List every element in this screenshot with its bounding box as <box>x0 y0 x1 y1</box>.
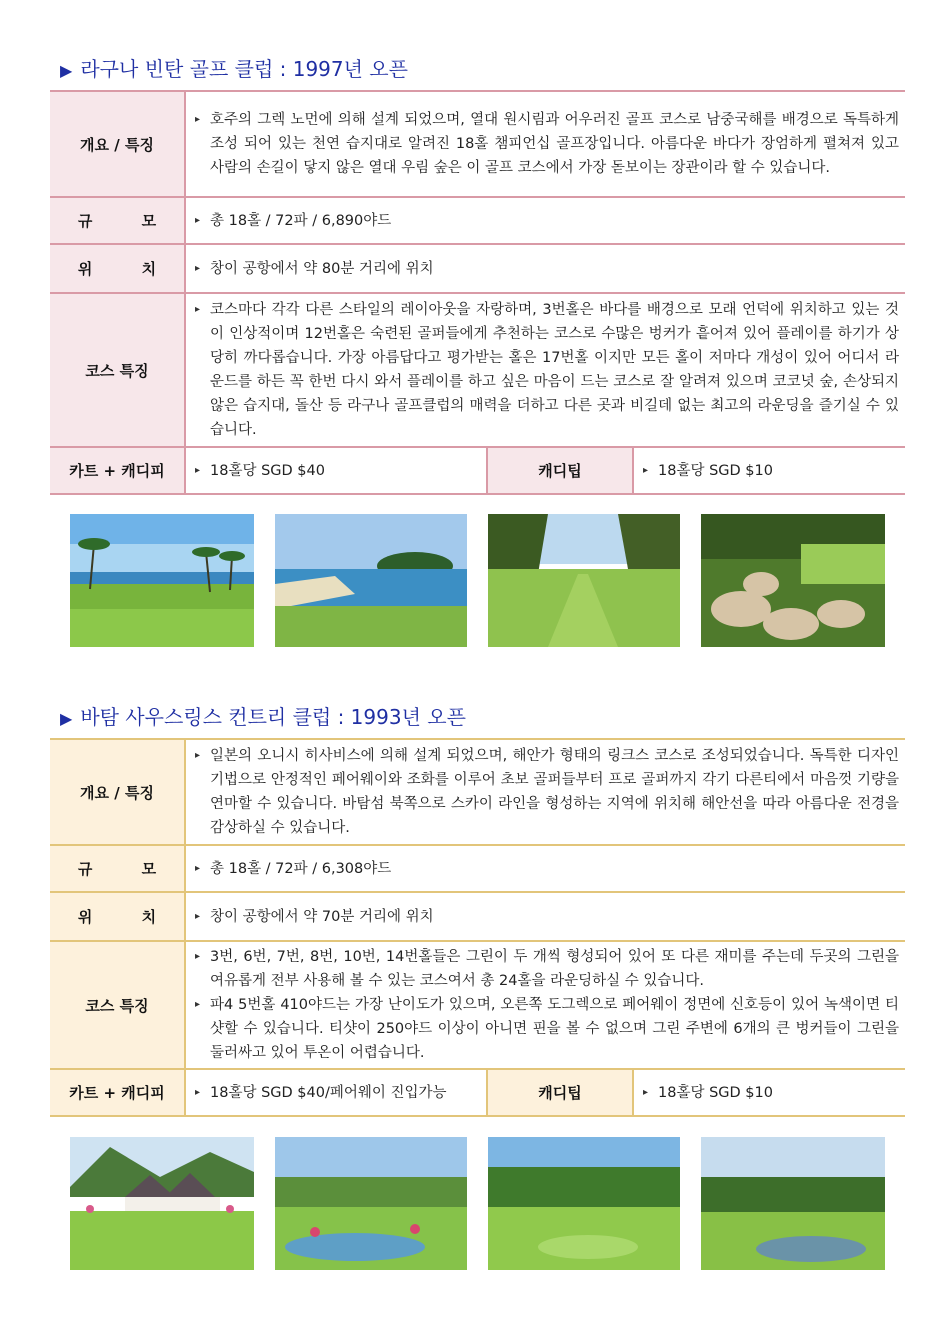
photo-green-trees <box>488 1137 680 1270</box>
photo-fairway <box>488 514 680 647</box>
photo-island-sea <box>275 514 467 647</box>
triangle-bullet-icon: ▶ <box>60 61 73 80</box>
overview-value: ▸ 호주의 그렉 노먼에 의해 설계 되었으며, 열대 원시림과 어우러진 골프 코스로 남중국해를 배경으로 독특하게 조성 되어 있는 천연 습지대로 알려진 18홀 챔피언십 골프장입니다. 아름다운 바다가 장엄하게 펼쳐져 있고 사람의 손길이 닿지 않은 열대 우림 숲은 이 골프 코스에서 가장 돋보이는 장관이라 할 수 있습니다. <box>185 91 905 197</box>
location-label: 위 치 <box>50 892 185 941</box>
scale-value: ▸ 총 18홀 / 72파 / 6,308야드 <box>185 845 905 892</box>
photo-pond-course <box>701 1137 885 1270</box>
tip-value: ▸ 18홀당 SGD $10 <box>633 1069 905 1116</box>
overview-label: 개요 / 특징 <box>50 91 185 197</box>
section-title: ▶ 바탐 사우스링스 컨트리 클럽 : 1993년 오픈 <box>60 702 466 732</box>
tip-label: 캐디팁 <box>487 447 633 494</box>
course-label: 코스 특징 <box>50 293 185 447</box>
tip-value: ▸ 18홀당 SGD $10 <box>633 447 905 494</box>
tip-label: 캐디팁 <box>487 1069 633 1116</box>
cart-label: 카트 + 캐디피 <box>50 447 185 494</box>
club-info-table <box>50 90 905 495</box>
club-info-table <box>50 738 905 1117</box>
scale-label: 규 모 <box>50 197 185 244</box>
triangle-bullet-icon: ▶ <box>60 709 73 728</box>
overview-label: 개요 / 특징 <box>50 739 185 845</box>
course-value: ▸ 3번, 6번, 7번, 8번, 10번, 14번홀들은 그린이 두 개씩 형성되어 있어 또 다른 재미를 주는데 두곳의 그린을 여유롭게 전부 사용해 볼 수 있는 코스여서 총 24홀을 라운딩하실 수 있습니다. ▸ 파4 5번홀 410야드는 가장 난이도가 있으며, 오른쪽 도그렉으로 페어웨이 정면에 신호등이 있어 녹색이면 티샷할 수 있습니다. 티샷이 250야드 이상이 아니면 핀을 볼 수 없으며 그린 주변에 6개의 큰 벙커들이 그린을 둘러싸고 있어 투온이 어렵습니다. <box>185 941 905 1069</box>
photo-palm-beach <box>70 514 254 647</box>
location-value: ▸ 창이 공항에서 약 80분 거리에 위치 <box>185 244 905 293</box>
overview-value: ▸ 일본의 오니시 히사비스에 의해 설계 되었으며, 해안가 형태의 링크스 코스로 조성되었습니다. 독특한 디자인 기법으로 안정적인 페어웨이와 조화를 이루어 초보 골퍼들부터 프로 골퍼까지 각기 다른티에서 마음껏 기량을 연마할 수 있습니다. 바탐섬 북쪽으로 스카이 라인을 형성하는 지역에 위치해 해안선을 따라 아름다운 전경을 감상하실 수 있습니다. <box>185 739 905 845</box>
course-label: 코스 특징 <box>50 941 185 1069</box>
scale-label: 규 모 <box>50 845 185 892</box>
cart-value: ▸ 18홀당 SGD $40/페어웨이 진입가능 <box>185 1069 487 1116</box>
photo-rocks <box>701 514 885 647</box>
location-value: ▸ 창이 공항에서 약 70분 거리에 위치 <box>185 892 905 941</box>
cart-value: ▸ 18홀당 SGD $40 <box>185 447 487 494</box>
photo-strip-2 <box>70 1137 885 1270</box>
course-value: ▸ 코스마다 각각 다른 스타일의 레이아웃을 자랑하며, 3번홀은 바다를 배경으로 모래 언덕에 위치하고 있는 것이 인상적이며 12번홀은 숙련된 골퍼들에게 추천하는 코스로 수많은 벙커가 흩어져 있어 플레이를 하기가 상당히 까다롭습니다. 가장 아름답다고 평가받는 홀은 17번홀 이지만 모든 홀이 저마다 개성이 있어 어디서 라운드를 하든 꼭 한번 다시 와서 플레이를 하고 싶은 마음이 드는 코스로 잘 알려져 있으며 코코넛 숲, 손상되지 않은 습지대, 돌산 등 라구나 골프클럽의 매력을 더하고 다른 곳과 비길데 없는 최고의 라운딩을 즐기실 수 있습니다. <box>185 293 905 447</box>
location-label: 위 치 <box>50 244 185 293</box>
scale-value: ▸ 총 18홀 / 72파 / 6,890야드 <box>185 197 905 244</box>
photo-strip-1 <box>70 514 885 647</box>
photo-clubhouse <box>70 1137 254 1270</box>
section-title: ▶ 라구나 빈탄 골프 클럽 : 1997년 오픈 <box>60 54 408 84</box>
cart-label: 카트 + 캐디피 <box>50 1069 185 1116</box>
photo-lake-palms <box>275 1137 467 1270</box>
